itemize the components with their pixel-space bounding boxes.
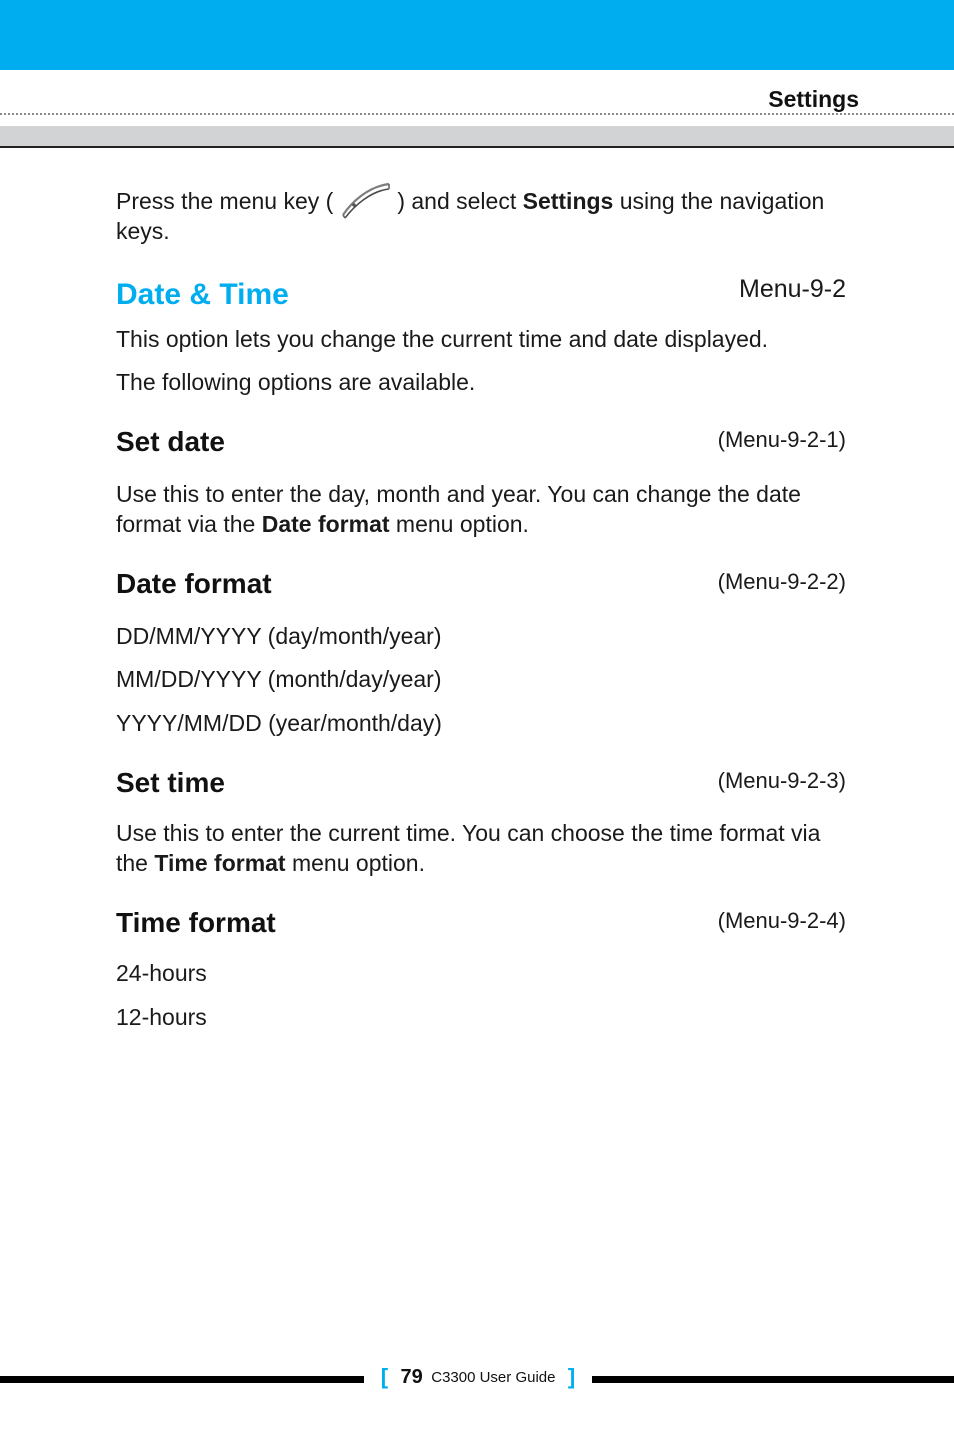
set-time-heading-row [116, 767, 856, 803]
header-dotted-divider [0, 113, 954, 115]
date-format-heading-row [116, 568, 856, 604]
set-time-menu-code: (Menu-9-2-3) [717, 768, 846, 793]
time-format-bold: Time format [154, 850, 286, 876]
date-time-heading: Date & Time [116, 278, 289, 311]
footer-right-rule [592, 1376, 954, 1383]
date-time-heading-row [116, 275, 856, 318]
set-date-menu-code: (Menu-9-2-1) [717, 427, 846, 452]
footer-page-info [364, 1364, 592, 1390]
guide-name: C3300 User Guide [431, 1368, 556, 1386]
date-format-option: DD/MM/YYYY (day/month/year) [116, 623, 442, 649]
set-time-description [116, 818, 856, 878]
header-section-title: Settings [768, 86, 859, 112]
intro-settings-bold: Settings [522, 188, 614, 214]
time-format-option: 12-hours [116, 1004, 207, 1030]
options-available-text: The following options are available. [116, 369, 476, 395]
page-number: 79 [400, 1365, 423, 1388]
date-format-option: YYYY/MM/DD (year/month/day) [116, 710, 442, 736]
date-time-description: This option lets you change the current time and date displayed. [116, 326, 769, 352]
set-time-heading: Set time [116, 767, 225, 798]
date-format-menu-code: (Menu-9-2-2) [717, 569, 846, 594]
footer-left-rule [0, 1376, 364, 1383]
date-time-menu-code: Menu-9-2 [739, 275, 846, 303]
intro-text-before: Press the menu key ( [116, 188, 334, 214]
time-format-heading-row [116, 907, 856, 943]
header-gray-band [0, 126, 954, 148]
set-date-heading-row [116, 426, 856, 462]
page-content [116, 186, 856, 1032]
date-format-heading: Date format [116, 568, 272, 599]
time-format-heading: Time format [116, 907, 276, 938]
intro-text-tail: using the navigation keys. [116, 188, 825, 244]
set-time-text-end: menu option. [285, 850, 425, 876]
set-date-heading: Set date [116, 426, 225, 457]
time-format-option: 24-hours [116, 960, 207, 986]
set-time-text: Use this to enter the current time. You can choose the time format via the [116, 820, 821, 876]
header-color-band [0, 0, 954, 70]
time-format-menu-code: (Menu-9-2-4) [717, 908, 846, 933]
date-format-bold: Date format [261, 511, 390, 537]
footer-open-bracket: [ [380, 1364, 389, 1389]
set-date-text: Use this to enter the day, month and year. You can change the date format via the [116, 481, 801, 537]
set-date-description [116, 479, 856, 539]
intro-paragraph [116, 186, 856, 246]
date-format-option: MM/DD/YYYY (month/day/year) [116, 666, 442, 692]
set-date-text-end: menu option. [389, 511, 529, 537]
menu-key-icon [337, 181, 393, 221]
intro-text-after: ) and select [397, 188, 523, 214]
footer-close-bracket: ] [567, 1364, 576, 1389]
